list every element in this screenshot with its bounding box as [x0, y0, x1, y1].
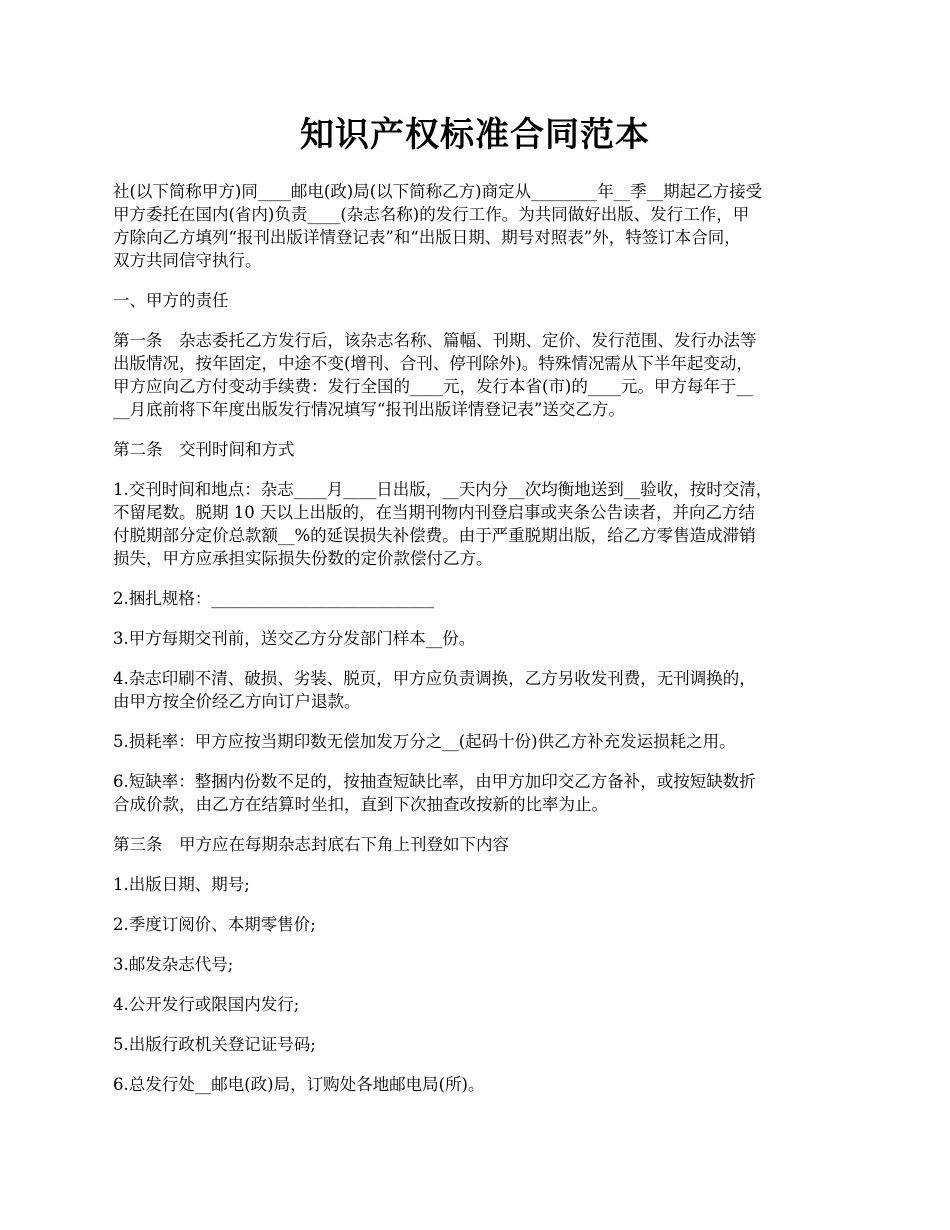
article-paragraph [113, 329, 851, 421]
article-heading [113, 438, 851, 461]
list-item [113, 913, 851, 936]
text-line: 一、甲方的责任 [113, 291, 229, 310]
text-line: 6.总发行处__邮电(政)局，订购处各地邮电局(所)。 [113, 1075, 485, 1094]
text-line: 6.短缺率：整捆内份数不足的，按抽查短缺比率，由甲方加印交乙方备补，或按短缺数折 [113, 772, 756, 791]
text-line: __月底前将下年度出版发行情况填写“报刊出版详情登记表”送交乙方。 [113, 400, 625, 419]
document-body [113, 180, 851, 1113]
clause-paragraph [113, 730, 851, 753]
document-title: 知识产权标准合同范本 [300, 115, 650, 155]
list-item [113, 993, 851, 1016]
text-line: 方除向乙方填列“报刊出版详情登记表”和“出版日期、期号对照表”外，特签订本合同， [113, 228, 741, 247]
clause-paragraph [113, 478, 851, 570]
text-line: 甲方应向乙方付变动手续费：发行全国的____元，发行本省(市)的____元。甲方每年于__ [113, 377, 753, 396]
text-line: 出版情况，按年固定，中途不变(增刊、合刊、停刊除外)。特殊情况需从下半年起变动， [113, 354, 753, 373]
clause-paragraph [113, 627, 851, 650]
text-line: 合成价款，由乙方在结算时坐扣，直到下次抽查改按新的比率为止。 [113, 795, 608, 814]
text-line: 3.甲方每期交刊前，送交乙方分发部门样本__份。 [113, 629, 476, 648]
text-line: 由甲方按全价经乙方向订户退款。 [113, 692, 361, 711]
list-item [113, 1073, 851, 1096]
text-line: 第三条 甲方应在每期杂志封底右下角上刊登如下内容 [113, 835, 509, 854]
text-line: 损失，甲方应承担实际损失份数的定价款偿付乙方。 [113, 549, 493, 568]
text-line: 2.捆扎规格：___________________________ [113, 589, 434, 608]
text-line: 2.季度订阅价、本期零售价; [113, 915, 316, 934]
text-line: 双方共同信守执行。 [113, 251, 262, 270]
article-heading [113, 833, 851, 856]
text-line: 第二条 交刊时间和方式 [113, 440, 295, 459]
text-line: 社(以下简称甲方)同____邮电(政)局(以下简称乙方)商定从________年__季__期起乙方接受 [113, 182, 763, 201]
text-line: 不留尾数。脱期 10 天以上出版的，在当期刊物内刊登启事或夹条公告读者，并向乙方结 [113, 503, 755, 522]
intro-paragraph [113, 180, 851, 272]
text-line: 1.出版日期、期号; [113, 875, 250, 894]
clause-paragraph [113, 770, 851, 816]
text-line: 5.出版行政机关登记证号码; [113, 1035, 316, 1054]
list-item [113, 953, 851, 976]
text-line: 甲方委托在国内(省内)负责____(杂志名称)的发行工作。为共同做好出版、发行工作，甲 [113, 205, 750, 224]
section-heading [113, 289, 851, 312]
text-line: 4.杂志印刷不清、破损、劣装、脱页，甲方应负责调换，乙方另收发刊费，无刊调换的， [113, 669, 756, 688]
text-line: 付脱期部分定价总款额__%的延误损失补偿费。由于严重脱期出版，给乙方零售造成滞销 [113, 526, 756, 545]
clause-paragraph [113, 667, 851, 713]
text-line: 4.公开发行或限国内发行; [113, 995, 300, 1014]
text-line: 1.交刊时间和地点：杂志____月____日出版，__天内分__次均衡地送到__验收，按时交清， [113, 480, 773, 499]
clause-paragraph [113, 587, 851, 610]
text-line: 5.损耗率：甲方应按当期印数无偿加发万分之__(起码十份)供乙方补充发运损耗之用。 [113, 732, 736, 751]
list-item [113, 1033, 851, 1056]
text-line: 3.邮发杂志代号; [113, 955, 234, 974]
list-item [113, 873, 851, 896]
text-line: 第一条 杂志委托乙方发行后，该杂志名称、篇幅、刊期、定价、发行范围、发行办法等 [113, 331, 757, 350]
